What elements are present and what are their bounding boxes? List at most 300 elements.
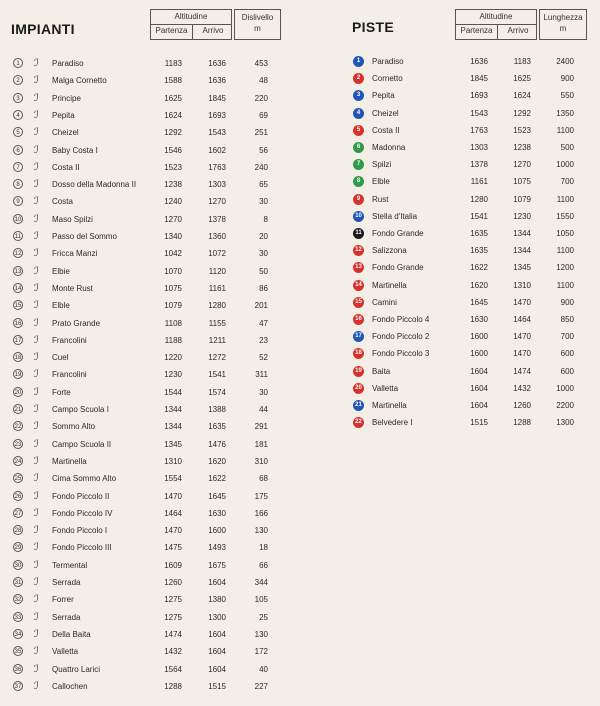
pista-name: Madonna	[372, 143, 406, 152]
impianto-name: Baby Costa I	[52, 145, 98, 155]
pista-lunghezza: 1100	[556, 194, 574, 204]
impianto-dislivello: 344	[254, 578, 268, 587]
row-number: 31	[13, 577, 23, 587]
pista-lunghezza: 1050	[556, 229, 574, 238]
pista-name: Baita	[372, 366, 391, 376]
impianto-partenza: 1624	[164, 110, 182, 120]
piste-number-badge: 11	[353, 228, 364, 239]
piste-row	[300, 414, 600, 431]
impianto-arrivo: 1604	[208, 578, 226, 587]
impianto-partenza: 1344	[164, 405, 182, 414]
pista-lunghezza: 1200	[556, 263, 574, 273]
piste-number-badge: 21	[353, 400, 364, 411]
pista-lunghezza: 2200	[556, 401, 574, 410]
impianto-partenza: 1238	[164, 180, 182, 190]
impianto-arrivo: 1693	[208, 110, 226, 120]
impianto-dislivello: 240	[254, 162, 268, 172]
piste-row	[300, 397, 600, 414]
impianto-dislivello: 23	[259, 335, 268, 345]
impianti-row	[0, 211, 300, 228]
impianto-name: Callochen	[52, 681, 88, 691]
pista-arrivo: 1079	[513, 194, 531, 204]
impianto-dislivello: 311	[255, 370, 268, 380]
piste-row	[300, 277, 600, 294]
pista-partenza: 1161	[470, 177, 488, 187]
ski-lift-icon: ℐ	[34, 265, 39, 277]
impianti-row	[0, 418, 300, 435]
ski-lift-icon: ℐ	[34, 334, 39, 346]
piste-number-badge: 22	[353, 417, 364, 428]
impianti-row	[0, 263, 300, 280]
impianto-dislivello: 56	[259, 145, 268, 155]
impianto-dislivello: 251	[254, 128, 268, 138]
row-number: 7	[13, 162, 23, 172]
pista-name: Fondo Grande	[372, 229, 424, 238]
ski-lift-icon: ℐ	[34, 386, 39, 398]
piste-row	[300, 363, 600, 380]
impianto-dislivello: 453	[254, 59, 268, 68]
pista-lunghezza: 1100	[556, 125, 574, 135]
ski-lift-icon: ℐ	[34, 646, 39, 658]
impianti-row	[0, 349, 300, 366]
row-number: 29	[13, 542, 23, 552]
impianti-row	[0, 245, 300, 262]
impianto-name: Cuel	[52, 353, 69, 363]
impianto-arrivo: 1675	[208, 560, 226, 570]
ski-lift-icon: ℐ	[34, 231, 39, 242]
piste-lunghezza-label: Lunghezza	[543, 13, 583, 22]
pista-name: Stella d'Italia	[372, 211, 418, 221]
piste-row	[300, 294, 600, 311]
pista-partenza: 1635	[470, 229, 488, 238]
impianti-row	[0, 366, 300, 383]
ski-lift-icon: ℐ	[34, 628, 39, 640]
row-number: 23	[13, 439, 23, 449]
impianto-partenza: 1075	[164, 283, 182, 293]
impianto-name: Monte Rust	[52, 283, 93, 293]
impianto-dislivello: 66	[259, 560, 268, 570]
impianto-name: Fricca Manzi	[52, 249, 98, 259]
impianti-row	[0, 193, 300, 210]
row-number: 2	[13, 75, 23, 85]
piste-number-badge: 1	[353, 56, 364, 67]
impianto-partenza: 1564	[164, 664, 182, 674]
piste-row	[300, 87, 600, 104]
row-number: 8	[13, 179, 23, 189]
ski-lift-icon: ℐ	[34, 473, 39, 485]
impianto-name: Serrada	[52, 612, 81, 622]
impianto-name: Della Baita	[52, 629, 91, 639]
ski-lift-icon: ℐ	[34, 559, 39, 571]
impianti-dislivello-label: Dislivello	[241, 13, 274, 22]
impianti-altitudine-label: Altitudine	[151, 10, 231, 25]
pista-name: Fondo Piccolo 2	[372, 332, 430, 342]
impianto-dislivello: 181	[254, 439, 268, 449]
row-number: 34	[13, 629, 23, 639]
piste-row	[300, 208, 600, 225]
pista-lunghezza: 500	[560, 143, 574, 152]
pista-arrivo: 1624	[513, 91, 531, 101]
row-number: 15	[13, 300, 23, 310]
pista-lunghezza: 1350	[556, 108, 574, 118]
impianto-partenza: 1588	[164, 76, 182, 86]
impianto-partenza: 1292	[164, 128, 182, 138]
impianto-partenza: 1275	[164, 595, 182, 605]
impianto-arrivo: 1072	[208, 249, 226, 259]
piste-title: PISTE	[352, 19, 394, 35]
pista-partenza: 1378	[470, 160, 488, 170]
pista-partenza: 1515	[470, 418, 488, 428]
pista-lunghezza: 1100	[556, 280, 574, 290]
impianto-partenza: 1188	[164, 335, 182, 345]
impianti-row	[0, 72, 300, 89]
pista-arrivo: 1523	[513, 125, 531, 135]
row-number: 14	[13, 283, 23, 293]
ski-lift-icon: ℐ	[34, 455, 39, 467]
ski-lift-icon: ℐ	[34, 161, 39, 173]
impianto-dislivello: 291	[254, 422, 268, 432]
pista-arrivo: 1260	[513, 401, 531, 410]
impianti-row	[0, 90, 300, 107]
impianto-arrivo: 1360	[208, 232, 226, 241]
impianto-dislivello: 172	[254, 647, 268, 657]
impianto-dislivello: 69	[259, 110, 268, 120]
impianto-partenza: 1345	[164, 439, 182, 449]
piste-number-badge: 18	[353, 348, 364, 359]
impianti-row	[0, 436, 300, 453]
row-number: 25	[13, 473, 23, 483]
row-number: 9	[13, 196, 23, 206]
impianto-arrivo: 1476	[208, 439, 226, 449]
pista-lunghezza: 1000	[556, 160, 574, 170]
impianto-arrivo: 1161	[208, 283, 226, 293]
row-number: 5	[13, 127, 23, 137]
pista-lunghezza: 1100	[556, 246, 574, 256]
impianti-row	[0, 280, 300, 297]
ski-lift-icon: ℐ	[34, 577, 39, 588]
impianti-row	[0, 55, 300, 72]
piste-number-badge: 16	[353, 314, 364, 325]
piste-number-badge: 15	[353, 297, 364, 308]
pista-lunghezza: 850	[560, 315, 574, 324]
pista-partenza: 1636	[470, 57, 488, 66]
impianto-partenza: 1260	[164, 578, 182, 587]
ski-lift-icon: ℐ	[34, 542, 39, 554]
piste-number-badge: 5	[353, 125, 364, 136]
ski-lift-icon: ℐ	[34, 196, 39, 208]
pista-lunghezza: 1000	[556, 383, 574, 393]
row-number: 1	[13, 58, 23, 68]
impianto-dislivello: 30	[259, 387, 268, 397]
pista-partenza: 1280	[470, 194, 488, 204]
impianto-arrivo: 1270	[208, 197, 226, 207]
impianti-row	[0, 539, 300, 556]
piste-lunghezza-unit: m	[559, 24, 567, 33]
impianto-dislivello: 105	[254, 595, 268, 605]
impianto-dislivello: 30	[259, 197, 268, 207]
impianti-row	[0, 401, 300, 418]
pista-arrivo: 1470	[513, 297, 531, 307]
row-number: 17	[13, 335, 23, 345]
impianto-dislivello: 310	[254, 456, 268, 466]
pista-name: Camini	[372, 297, 397, 307]
impianto-dislivello: 25	[259, 612, 268, 622]
ski-lift-icon: ℐ	[34, 507, 39, 519]
piste-row	[300, 328, 600, 345]
impianto-name: Valletta	[52, 647, 79, 657]
impianti-row	[0, 297, 300, 314]
pista-arrivo: 1230	[513, 211, 531, 221]
impianto-partenza: 1470	[164, 491, 182, 501]
impianto-dislivello: 47	[259, 318, 268, 328]
piste-number-badge: 3	[353, 90, 364, 101]
piste-number-badge: 13	[353, 262, 364, 273]
pista-name: Fondo Grande	[372, 263, 424, 273]
impianto-partenza: 1240	[164, 197, 182, 207]
ski-lift-icon: ℐ	[34, 525, 39, 537]
impianto-partenza: 1108	[164, 318, 182, 328]
piste-lunghezza-header	[539, 9, 587, 40]
pista-partenza: 1604	[470, 366, 488, 376]
impianto-arrivo: 1541	[208, 370, 226, 380]
impianto-name: Malga Cornetto	[52, 76, 107, 86]
pista-arrivo: 1075	[513, 177, 531, 187]
impianto-partenza: 1288	[164, 681, 182, 691]
pista-arrivo: 1464	[513, 315, 531, 324]
ski-lift-icon: ℐ	[34, 490, 39, 502]
impianto-partenza: 1275	[164, 612, 182, 622]
ski-lift-icon: ℐ	[34, 594, 39, 606]
pista-partenza: 1541	[470, 211, 488, 221]
impianti-row	[0, 661, 300, 678]
pista-lunghezza: 700	[560, 177, 574, 187]
pista-arrivo: 1270	[513, 160, 531, 170]
impianto-dislivello: 227	[254, 681, 268, 691]
impianto-name: Sommo Alto	[52, 422, 96, 432]
row-number: 11	[13, 231, 23, 241]
impianti-row	[0, 124, 300, 141]
impianto-partenza: 1230	[164, 370, 182, 380]
impianti-arrivo-header: Arrivo	[202, 26, 224, 35]
impianto-dislivello: 48	[259, 76, 268, 86]
impianto-arrivo: 1763	[208, 162, 226, 172]
row-number: 21	[13, 404, 23, 414]
impianti-row	[0, 453, 300, 470]
row-number: 4	[13, 110, 23, 120]
piste-number-badge: 2	[353, 73, 364, 84]
piste-number-badge: 17	[353, 331, 364, 342]
impianto-name: Forrer	[52, 595, 74, 605]
impianti-row	[0, 488, 300, 505]
impianti-row	[0, 609, 300, 626]
pista-arrivo: 1183	[513, 57, 531, 66]
pista-name: Fondo Piccolo 4	[372, 315, 430, 324]
row-number: 33	[13, 612, 23, 622]
pista-name: Cornetto	[372, 74, 403, 84]
ski-lift-icon: ℐ	[34, 369, 39, 381]
impianto-dislivello: 166	[254, 508, 268, 518]
ski-lift-icon: ℐ	[34, 144, 39, 156]
impianto-arrivo: 1630	[208, 508, 226, 518]
row-number: 6	[13, 145, 23, 155]
row-number: 16	[13, 318, 23, 328]
piste-altitudine-header	[455, 9, 537, 40]
impianto-name: Dosso della Madonna II	[52, 180, 137, 190]
pista-lunghezza: 550	[560, 91, 574, 101]
piste-number-badge: 12	[353, 245, 364, 256]
impianti-row	[0, 176, 300, 193]
impianto-dislivello: 130	[254, 629, 268, 639]
impianto-partenza: 1474	[164, 629, 182, 639]
pista-partenza: 1604	[470, 401, 488, 410]
ski-lift-icon: ℐ	[34, 282, 39, 294]
impianto-dislivello: 201	[254, 301, 268, 311]
impianto-name: Principe	[52, 93, 81, 103]
piste-partenza-header: Partenza	[460, 26, 493, 35]
pista-lunghezza: 600	[560, 349, 574, 359]
piste-altitudine-label: Altitudine	[456, 10, 536, 25]
pista-name: Martinella	[372, 401, 407, 410]
piste-row	[300, 225, 600, 242]
pista-arrivo: 1470	[513, 332, 531, 342]
impianti-row	[0, 643, 300, 660]
pista-arrivo: 1432	[513, 383, 531, 393]
pista-arrivo: 1310	[513, 280, 531, 290]
piste-row	[300, 122, 600, 139]
piste-number-badge: 6	[353, 142, 364, 153]
row-number: 24	[13, 456, 23, 466]
impianto-partenza: 1546	[164, 145, 182, 155]
row-number: 28	[13, 525, 23, 535]
pista-arrivo: 1474	[513, 366, 531, 376]
impianto-dislivello: 220	[254, 93, 268, 103]
ski-lift-icon: ℐ	[34, 438, 39, 450]
pista-name: Spilzi	[372, 160, 392, 170]
ski-lift-icon: ℐ	[34, 680, 39, 692]
impianto-partenza: 1310	[164, 456, 182, 466]
impianti-row	[0, 107, 300, 124]
impianto-arrivo: 1378	[208, 214, 226, 224]
impianti-row	[0, 332, 300, 349]
pista-arrivo: 1344	[513, 229, 531, 238]
impianto-name: Fondo Piccolo II	[52, 491, 110, 501]
ski-lift-icon: ℐ	[34, 75, 39, 87]
row-number: 19	[13, 369, 23, 379]
pista-name: Cheizel	[372, 108, 399, 118]
pista-lunghezza: 600	[560, 366, 574, 376]
pista-name: Valletta	[372, 383, 399, 393]
pista-partenza: 1645	[470, 297, 488, 307]
impianto-dislivello: 30	[259, 249, 268, 259]
piste-row	[300, 345, 600, 362]
impianto-arrivo: 1604	[208, 629, 226, 639]
row-number: 13	[13, 266, 23, 276]
row-number: 22	[13, 421, 23, 431]
impianto-arrivo: 1272	[208, 353, 226, 363]
impianto-name: Campo Scuola II	[52, 439, 112, 449]
piste-number-badge: 20	[353, 383, 364, 394]
piste-row	[300, 259, 600, 276]
piste-row	[300, 380, 600, 397]
pista-partenza: 1845	[470, 74, 488, 84]
impianto-dislivello: 18	[259, 543, 268, 553]
row-number: 10	[13, 214, 23, 224]
impianto-dislivello: 52	[259, 353, 268, 363]
piste-number-badge: 7	[353, 159, 364, 170]
impianto-arrivo: 1515	[208, 681, 226, 691]
row-number: 18	[13, 352, 23, 362]
impianto-dislivello: 40	[259, 664, 268, 674]
impianto-partenza: 1070	[164, 266, 182, 276]
impianti-row	[0, 384, 300, 401]
impianto-name: Passo del Sommo	[52, 232, 117, 241]
ski-lift-icon: ℐ	[34, 213, 39, 225]
ski-lift-icon: ℐ	[34, 127, 39, 139]
pista-arrivo: 1292	[513, 108, 531, 118]
row-number: 20	[13, 387, 23, 397]
impianti-row	[0, 470, 300, 487]
row-number: 32	[13, 594, 23, 604]
impianto-partenza: 1432	[164, 647, 182, 657]
impianto-arrivo: 1574	[208, 387, 226, 397]
row-number: 12	[13, 248, 23, 258]
impianto-partenza: 1042	[164, 249, 182, 259]
impianti-row	[0, 228, 300, 245]
impianti-row	[0, 626, 300, 643]
impianto-partenza: 1554	[164, 474, 182, 484]
impianti-dislivello-unit: m	[254, 24, 261, 33]
impianto-arrivo: 1493	[208, 543, 226, 553]
row-number: 3	[13, 93, 23, 103]
impianti-row	[0, 557, 300, 574]
row-number: 37	[13, 681, 23, 691]
ski-lift-icon: ℐ	[34, 352, 39, 364]
impianto-arrivo: 1155	[208, 318, 226, 328]
impianto-arrivo: 1380	[208, 595, 226, 605]
impianto-dislivello: 65	[259, 180, 268, 190]
pista-lunghezza: 900	[560, 74, 574, 84]
impianto-arrivo: 1604	[208, 647, 226, 657]
impianto-arrivo: 1211	[208, 335, 226, 345]
piste-arrivo-header: Arrivo	[507, 26, 529, 35]
piste-number-badge: 8	[353, 176, 364, 187]
piste-row	[300, 105, 600, 122]
impianto-partenza: 1523	[164, 162, 182, 172]
impianti-row	[0, 159, 300, 176]
impianti-row	[0, 505, 300, 522]
pista-name: Elble	[372, 177, 390, 187]
impianto-name: Francolini	[52, 335, 87, 345]
impianto-name: Quattro Larici	[52, 664, 101, 674]
impianto-arrivo: 1120	[208, 266, 226, 276]
ski-lift-icon: ℐ	[34, 300, 39, 312]
impianto-arrivo: 1636	[208, 76, 226, 86]
impianto-dislivello: 50	[259, 266, 268, 276]
impianti-title: IMPIANTI	[11, 21, 75, 37]
impianto-name: Cheizel	[52, 128, 79, 138]
impianto-partenza: 1183	[164, 59, 182, 68]
impianto-dislivello: 68	[259, 474, 268, 484]
row-number: 27	[13, 508, 23, 518]
impianti-dislivello-header	[234, 9, 281, 40]
impianto-name: Paradiso	[52, 59, 84, 68]
impianto-partenza: 1470	[164, 526, 182, 536]
impianto-arrivo: 1622	[208, 474, 226, 484]
impianti-altitudine-header	[150, 9, 232, 40]
impianto-partenza: 1609	[164, 560, 182, 570]
impianto-dislivello: 44	[259, 405, 268, 414]
pista-partenza: 1630	[470, 315, 488, 324]
